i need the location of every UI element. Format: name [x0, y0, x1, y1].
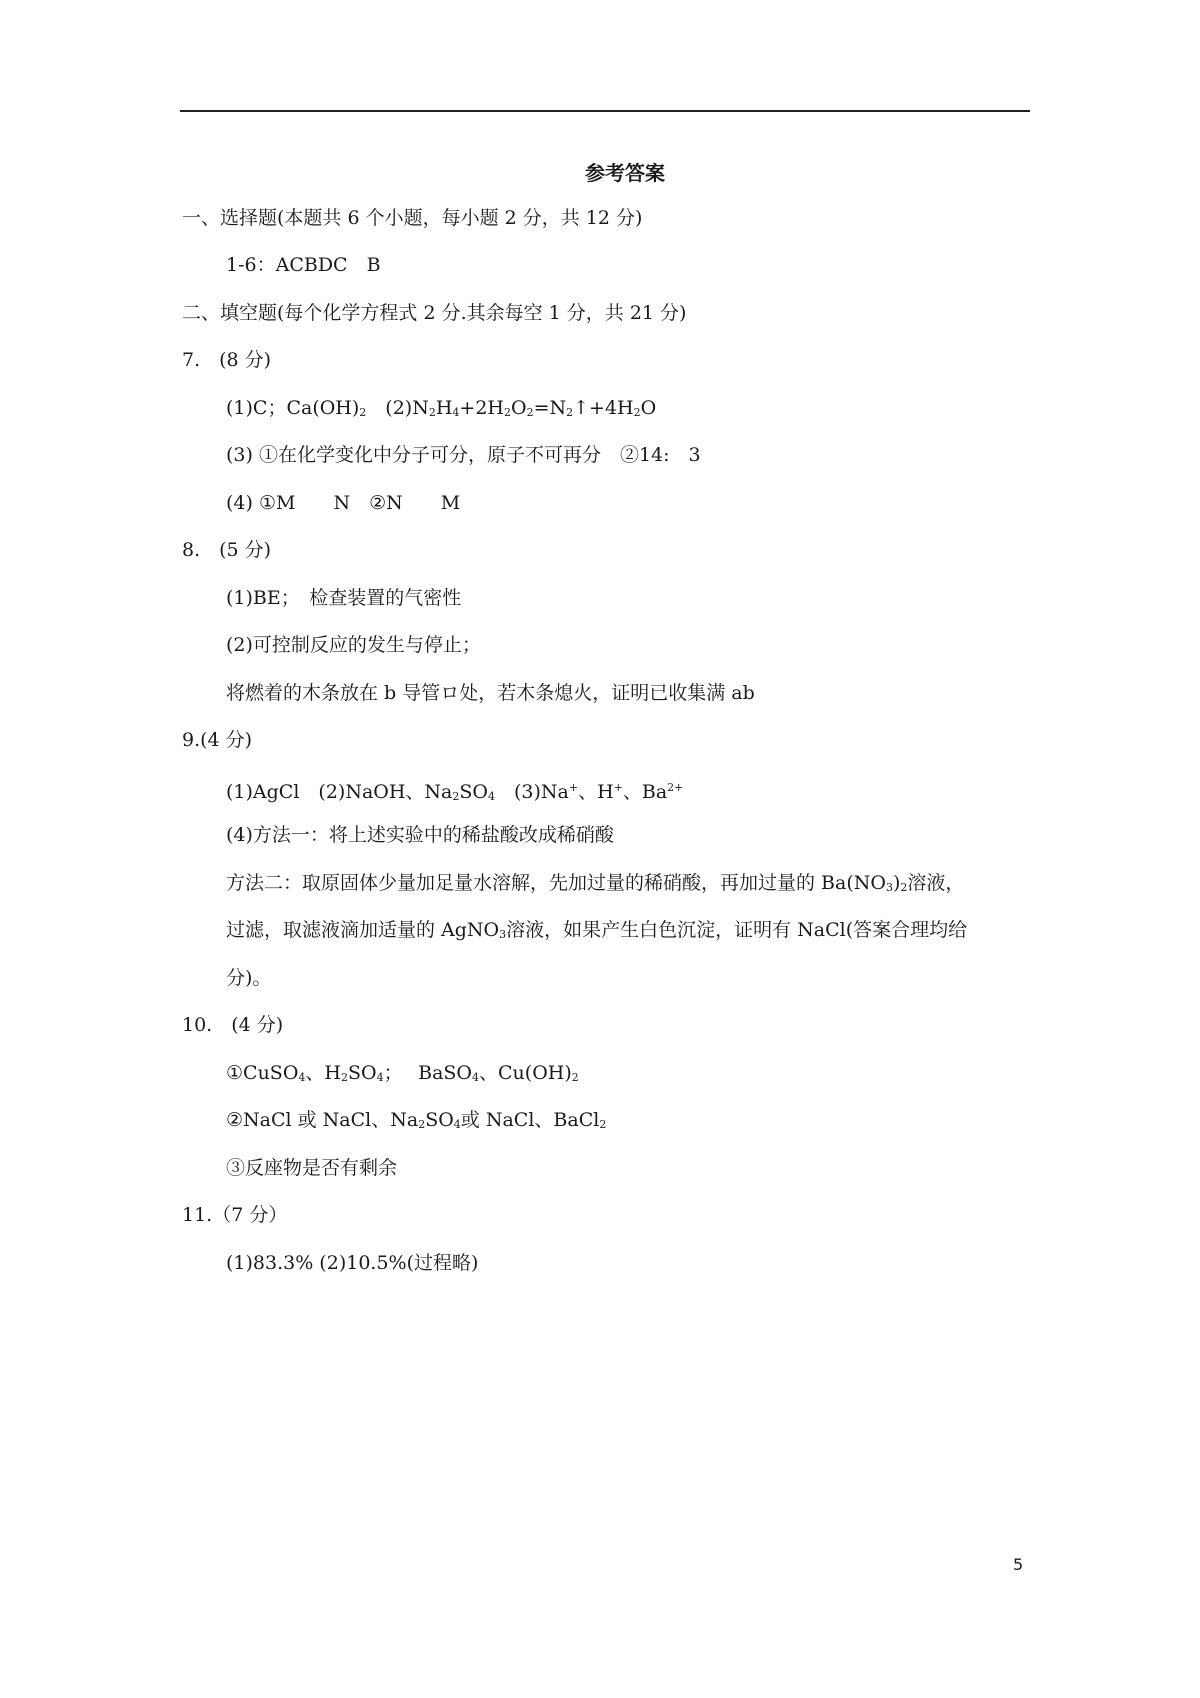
q7-answer-4: (4) ①M N ②N M: [226, 492, 461, 514]
q7-label: 7. (8 分): [182, 349, 272, 371]
q9-method-2-line-3: 分)。: [226, 967, 272, 989]
page-title: 参考答案: [585, 161, 665, 185]
q8-label: 8. (5 分): [182, 539, 272, 561]
section-1-heading: 一、选择题(本题共 6 个小题，每小题 2 分，共 12 分): [182, 207, 643, 229]
header-rule: [180, 110, 1030, 112]
q10-answer-3: ③反座物是否有剩余: [226, 1157, 398, 1179]
q7-answer-1: (1)C；$Ca(OH)_2$ $(2)N_2H_4+2H_2O_2=N_2↑+4H_2O$: [226, 397, 657, 419]
q8-answer-1: (1)BE； 检查装置的气密性: [226, 587, 462, 609]
q11-answer: (1)83.3% (2)10.5%(过程略): [226, 1252, 479, 1274]
page-number: 5: [1013, 1555, 1024, 1574]
q7-answer-3: (3) ①在化学变化中分子可分，原子不可再分 ②14: 3: [226, 444, 701, 466]
q8-answer-2-detail: 将燃着的木条放在 b 导管ロ处，若木条熄火，证明已收集满 ab: [226, 682, 755, 704]
q11-label: 11.（7 分）: [182, 1204, 288, 1226]
q10-answer-2: ②NaCl 或 NaCl、$Na_2SO_4$或 NaCl、BaCl$_2$: [226, 1109, 607, 1131]
q8-answer-2: (2)可控制反应的发生与停止；: [226, 634, 481, 656]
q9-label: 9.(4 分): [182, 729, 253, 751]
q10-answer-1: ①CuSO$_4$、$H_2SO_4$； BaSO$_4$、$Cu(OH)_2$: [226, 1062, 579, 1084]
q9-answer-1: (1)AgCl (2)NaOH、$Na_2SO_4$ (3)Na+、H+、$Ba^{2+}$: [226, 781, 684, 803]
q9-method-2-line-1: 方法二：取原固体少量加足量水溶解，先加过量的稀硝酸，再加过量的 $Ba(NO_3)_2$溶液，: [226, 872, 965, 894]
section-2-heading: 二、填空题(每个化学方程式 2 分.其余每空 1 分，共 21 分): [182, 302, 687, 324]
q9-answer-4: (4)方法一：将上述实验中的稀盐酸改成稀硝酸: [226, 824, 614, 846]
section-1-answer: 1-6：ACBDC B: [226, 254, 381, 276]
q10-label: 10. (4 分): [182, 1014, 284, 1036]
q9-method-2-line-2: 过滤，取滤液滴加适量的 AgNO$_3$溶液，如果产生白色沉淀，证明有 NaCl(答案合理均给: [226, 919, 968, 941]
